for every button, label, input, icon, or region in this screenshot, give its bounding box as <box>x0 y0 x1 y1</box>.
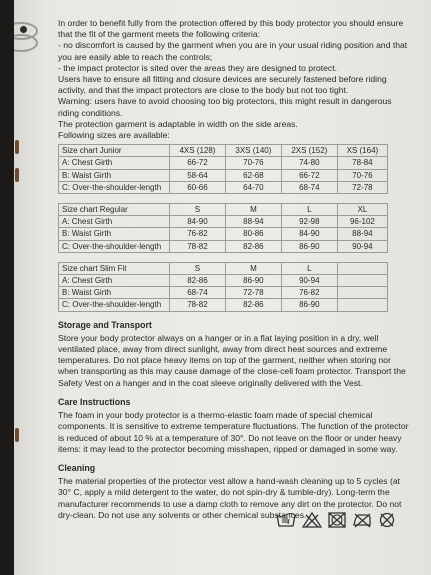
table-cell: 90-94 <box>281 275 337 287</box>
care-symbols <box>276 512 396 528</box>
size-header: 2XS (152) <box>281 145 337 157</box>
table-cell: 92-98 <box>281 216 337 228</box>
page-scuff <box>15 428 19 442</box>
table-cell: 82-86 <box>225 299 281 311</box>
table-cell: 76-82 <box>170 228 226 240</box>
cleaning-heading: Cleaning <box>58 462 96 473</box>
size-header: XL <box>337 204 387 216</box>
table-cell: 82-86 <box>170 275 226 287</box>
care-text: The foam in your body protector is a thermo-elastic foam made of special chemical components. It is sensitive to extreme temperature fluctuations. The function of the protector is reduced of about 10 % at a temperature of 30°. Do not leave on the floor or under heavy items: it may lead to the protector becoming misshapen, ripped or damaged in some way. <box>58 410 409 454</box>
size-header: 3XS (140) <box>225 145 281 157</box>
table-cell: 66-72 <box>281 169 337 181</box>
table-cell: 88-94 <box>337 228 387 240</box>
table-row <box>59 169 388 181</box>
table-row <box>59 262 388 274</box>
table-cell: 86-90 <box>281 240 337 252</box>
size-header: M <box>225 262 281 274</box>
table-cell: 66-72 <box>170 157 226 169</box>
no-iron-icon <box>352 512 372 528</box>
warning-note: Warning: users have to avoid choosing too big protectors, this might result in dangerous riding conditions. <box>58 96 392 118</box>
table-cell: 76-82 <box>281 287 337 299</box>
junior-title: Size chart Junior <box>59 145 170 157</box>
size-header: L <box>281 262 337 274</box>
table-cell: 58-64 <box>170 169 226 181</box>
table-cell: 70-76 <box>337 169 387 181</box>
table-cell <box>337 287 387 299</box>
table-row <box>59 157 388 169</box>
row-label: C: Over-the-shoulder-length <box>59 299 170 311</box>
table-row <box>59 204 388 216</box>
table-cell: 72-78 <box>225 287 281 299</box>
page-scuff <box>15 140 19 154</box>
row-label: A: Chest Girth <box>59 275 170 287</box>
manual-page <box>14 0 431 575</box>
fit-criterion: - no discomfort is caused by the garment when you are in your usual riding position and that you are easily able to reach the controls; <box>58 40 408 62</box>
table-cell: 62-68 <box>225 169 281 181</box>
table-cell: 72-78 <box>337 181 387 193</box>
fit-criterion: - the impact protector is sited over the areas they are designed to protect. <box>58 62 337 73</box>
row-label: B: Waist Girth <box>59 228 170 240</box>
care-heading: Care Instructions <box>58 396 131 407</box>
table-row <box>59 275 388 287</box>
size-header: S <box>170 262 226 274</box>
table-cell: 78-82 <box>170 240 226 252</box>
table-cell: 86-90 <box>281 299 337 311</box>
hand-wash-icon <box>276 512 296 528</box>
table-row <box>59 228 388 240</box>
table-cell: 86-90 <box>225 275 281 287</box>
table-cell <box>337 275 387 287</box>
regular-title: Size chart Regular <box>59 204 170 216</box>
sizes-intro: Following sizes are available: <box>58 130 170 141</box>
fastening-note: Users have to ensure all fitting and closure devices are securely fastened before riding activity, and that the impact protectors are close to the body but not too tight. <box>58 74 387 96</box>
table-cell: 60-66 <box>170 181 226 193</box>
table-cell: 80-86 <box>225 228 281 240</box>
table-cell: 78-84 <box>337 157 387 169</box>
fit-criteria <box>58 40 410 74</box>
table-cell: 74-80 <box>281 157 337 169</box>
table-cell: 82-86 <box>225 240 281 252</box>
table-cell <box>337 299 387 311</box>
page-scuff <box>15 168 19 182</box>
table-cell: 68-74 <box>170 287 226 299</box>
table-cell: 90-94 <box>337 240 387 252</box>
table-cell: 84-90 <box>170 216 226 228</box>
table-cell: 88-94 <box>225 216 281 228</box>
binder-ring <box>14 34 38 52</box>
row-label: C: Over-the-shoulder-length <box>59 240 170 252</box>
size-chart-table <box>58 144 388 311</box>
no-dry-clean-icon <box>378 512 396 528</box>
table-cell: 84-90 <box>281 228 337 240</box>
adaptable-note: The protection garment is adaptable in width on the side areas. <box>58 118 298 129</box>
table-cell: 64-70 <box>225 181 281 193</box>
table-cell: 70-76 <box>225 157 281 169</box>
table-row <box>59 216 388 228</box>
row-label: A: Chest Girth <box>59 157 170 169</box>
table-row <box>59 240 388 252</box>
no-tumble-dry-icon <box>328 512 346 528</box>
no-bleach-icon <box>302 512 322 528</box>
row-label: B: Waist Girth <box>59 169 170 181</box>
size-header: L <box>281 204 337 216</box>
table-cell: 96-102 <box>337 216 387 228</box>
table-row <box>59 287 388 299</box>
cleaning-text: The material properties of the protector vest allow a hand-wash cleaning up to 5 cycles (at 30° C, apply a mild detergent to the water, do not spin-dry & tumble-dry). Long-term the manufacturer recommends to use a damp cloth to remove any dirt on the protector. Do not dry-clean. Do not use any solvents or other chemical substances. <box>58 476 402 520</box>
slim-title: Size chart Slim Fit <box>59 262 170 274</box>
size-header <box>337 262 387 274</box>
row-label: B: Waist Girth <box>59 287 170 299</box>
size-header: S <box>170 204 226 216</box>
table-row <box>59 145 388 157</box>
table-cell: 78-82 <box>170 299 226 311</box>
storage-heading: Storage and Transport <box>58 319 152 330</box>
row-label: C: Over-the-shoulder-length <box>59 181 170 193</box>
row-label: A: Chest Girth <box>59 216 170 228</box>
size-header: 4XS (128) <box>170 145 226 157</box>
table-row <box>59 181 388 193</box>
table-row <box>59 299 388 311</box>
page-content <box>58 18 410 521</box>
punch-hole <box>20 26 27 33</box>
storage-text: Store your body protector always on a hanger or in a flat laying position in a dry, well ventilated place, away from direct sunlight, away from direct heat sources and extreme temperatures. Do not place heavy items on top of the garment, neither when storing nor when transporting as this may cause damage of the close-cell foam protector. Transport the Safety Vest on a hanger and in the coat sleeve originally delivered with the Vest. <box>58 332 406 388</box>
table-cell: 68-74 <box>281 181 337 193</box>
size-header: XS (164) <box>337 145 387 157</box>
fit-intro: In order to benefit fully from the protection offered by this body protector you should ensure that the fit of the garment meets the following criteria: <box>58 18 404 40</box>
size-header: M <box>225 204 281 216</box>
